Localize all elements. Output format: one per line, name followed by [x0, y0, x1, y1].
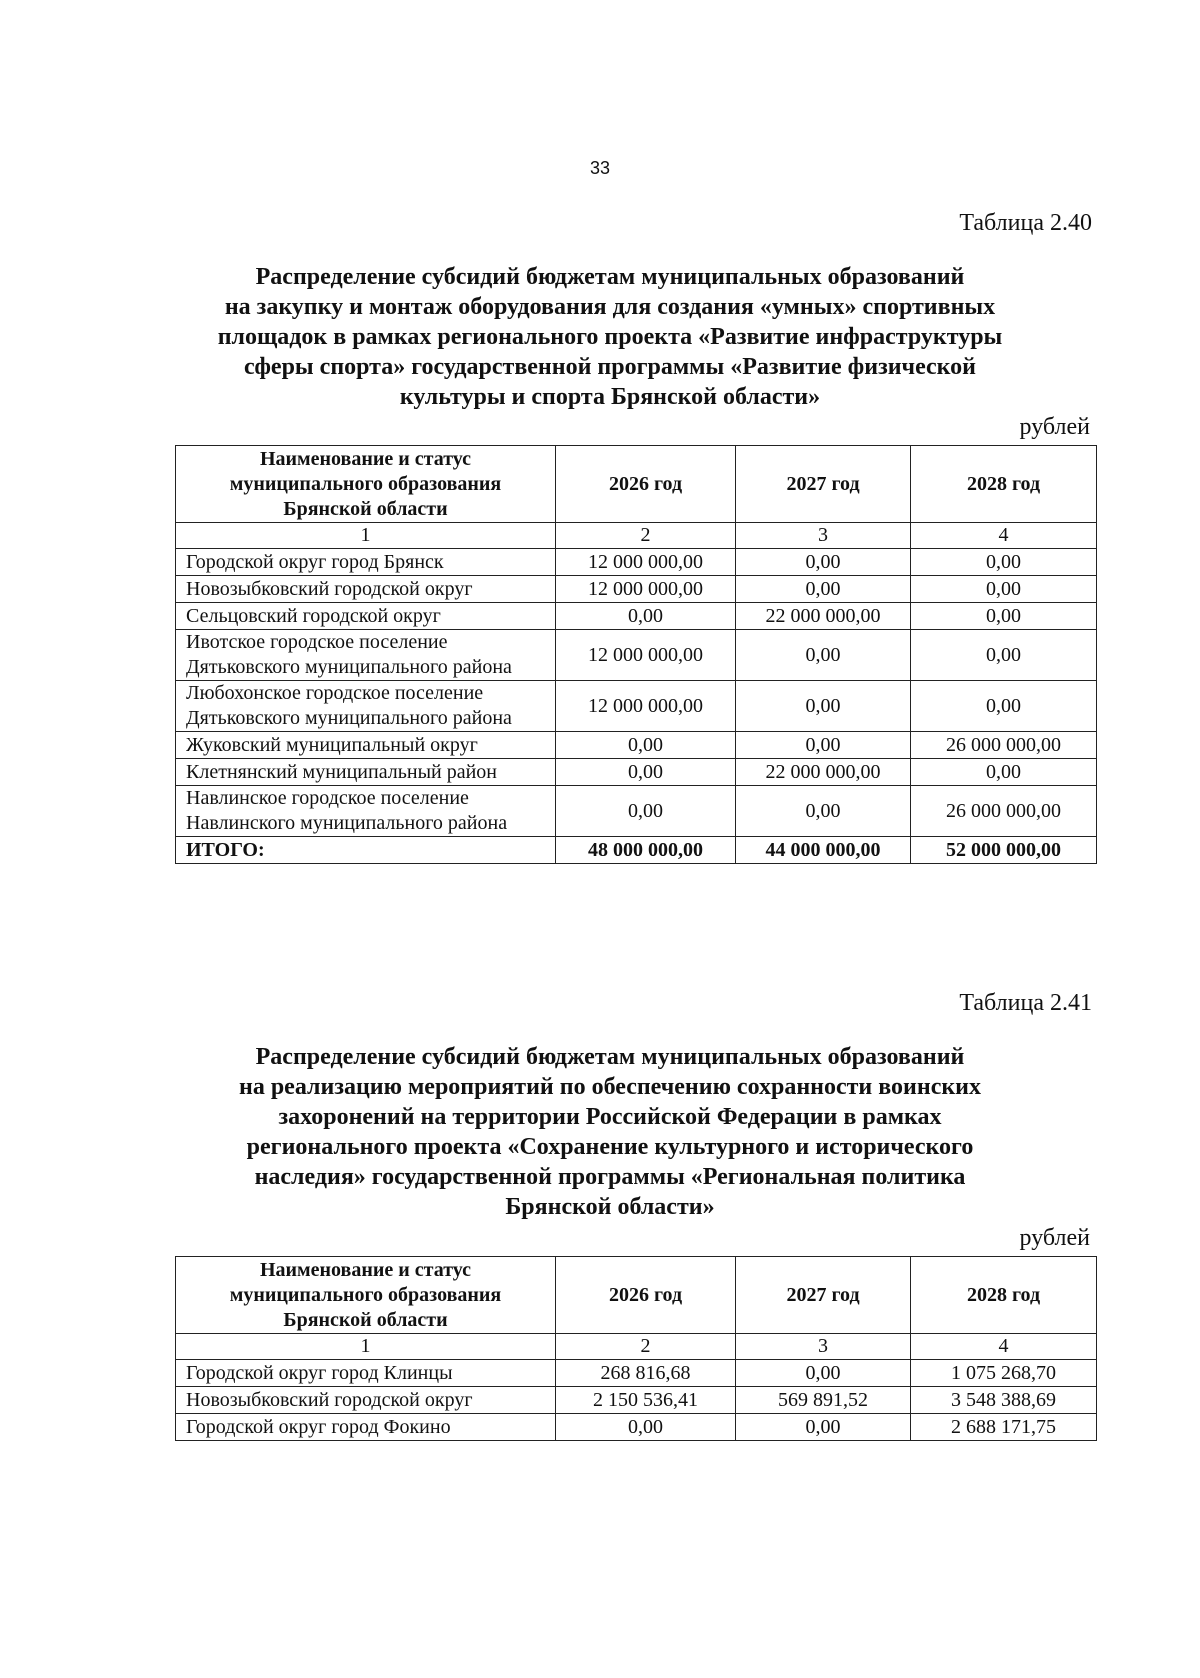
- table-row: [176, 1387, 1097, 1414]
- cell-2026: 0,00: [556, 603, 736, 630]
- row-name: Сельцовский городской округ: [176, 603, 556, 630]
- page-number: 33: [589, 158, 611, 178]
- table-2-40-label: Таблица 2.40: [959, 210, 1092, 236]
- cell-2028: 0,00: [911, 549, 1097, 576]
- header-2026: 2026 год: [556, 1257, 736, 1334]
- cell-2026: 0,00: [556, 1414, 736, 1441]
- cell-2028: 26 000 000,00: [911, 786, 1097, 837]
- title-line: на закупку и монтаж оборудования для создания «умных» спортивных: [224, 294, 996, 320]
- total-2028: 52 000 000,00: [911, 837, 1097, 864]
- cell-2027: 0,00: [736, 1414, 911, 1441]
- row-name: Городской округ город Клинцы: [176, 1360, 556, 1387]
- cell-2028: 1 075 268,70: [911, 1360, 1097, 1387]
- cell-2028: 0,00: [911, 630, 1097, 681]
- cell-2026: 12 000 000,00: [556, 549, 736, 576]
- row-name: Городской округ город Фокино: [176, 1414, 556, 1441]
- table-2-41-label: Таблица 2.41: [959, 990, 1092, 1016]
- table-2-41-title: [150, 1042, 1070, 1222]
- total-2026: 48 000 000,00: [556, 837, 736, 864]
- row-name: Жуковский муниципальный округ: [176, 732, 556, 759]
- row-name: Ивотское городское поселение Дятьковского муниципального района: [176, 630, 556, 681]
- cell-2026: 12 000 000,00: [556, 681, 736, 732]
- index-cell: 1: [176, 1334, 556, 1360]
- row-name: Новозыбковский городской округ: [176, 576, 556, 603]
- table-row: [176, 786, 1097, 837]
- cell-2026: 12 000 000,00: [556, 630, 736, 681]
- table-row: [176, 1414, 1097, 1441]
- table-2-41: [175, 1256, 1097, 1441]
- cell-2026: 0,00: [556, 786, 736, 837]
- index-cell: 2: [556, 523, 736, 549]
- title-line: Брянской области»: [505, 1194, 715, 1220]
- cell-2028: 0,00: [911, 759, 1097, 786]
- header-2028: 2028 год: [911, 1257, 1097, 1334]
- total-row: [176, 837, 1097, 864]
- table-row: [176, 681, 1097, 732]
- cell-2027: 22 000 000,00: [736, 603, 911, 630]
- table-row: [176, 630, 1097, 681]
- cell-2026: 0,00: [556, 759, 736, 786]
- title-line: захоронений на территории Российской Федерации в рамках: [278, 1104, 942, 1130]
- table-row: [176, 603, 1097, 630]
- table-2-41-unit: рублей: [1019, 1225, 1090, 1251]
- header-2027: 2027 год: [736, 446, 911, 523]
- table-row: [176, 732, 1097, 759]
- title-line: наследия» государственной программы «Региональная политика: [254, 1164, 966, 1190]
- title-line: площадок в рамках регионального проекта «Развитие инфраструктуры: [217, 324, 1003, 350]
- cell-2028: 26 000 000,00: [911, 732, 1097, 759]
- title-line: культуры и спорта Брянской области»: [399, 384, 821, 410]
- index-cell: 3: [736, 523, 911, 549]
- index-cell: 2: [556, 1334, 736, 1360]
- cell-2028: 3 548 388,69: [911, 1387, 1097, 1414]
- cell-2028: 0,00: [911, 576, 1097, 603]
- cell-2028: 2 688 171,75: [911, 1414, 1097, 1441]
- row-name: Новозыбковский городской округ: [176, 1387, 556, 1414]
- table-row: [176, 759, 1097, 786]
- index-row: [176, 523, 1097, 549]
- cell-2027: 569 891,52: [736, 1387, 911, 1414]
- title-line: на реализацию мероприятий по обеспечению сохранности воинских: [238, 1074, 982, 1100]
- header-2028: 2028 год: [911, 446, 1097, 523]
- cell-2027: 0,00: [736, 576, 911, 603]
- index-row: [176, 1334, 1097, 1360]
- index-cell: 4: [911, 523, 1097, 549]
- title-line: Распределение субсидий бюджетам муниципальных образований: [255, 264, 965, 290]
- index-cell: 4: [911, 1334, 1097, 1360]
- cell-2027: 0,00: [736, 681, 911, 732]
- table-row: [176, 576, 1097, 603]
- title-line: регионального проекта «Сохранение культурного и исторического: [246, 1134, 974, 1160]
- title-line: сферы спорта» государственной программы «Развитие физической: [243, 354, 977, 380]
- header-2026: 2026 год: [556, 446, 736, 523]
- row-name: Навлинское городское поселение Навлинского муниципального района: [176, 786, 556, 837]
- cell-2028: 0,00: [911, 603, 1097, 630]
- title-line: Распределение субсидий бюджетам муниципальных образований: [255, 1044, 965, 1070]
- cell-2027: 0,00: [736, 732, 911, 759]
- cell-2027: 0,00: [736, 786, 911, 837]
- header-2027: 2027 год: [736, 1257, 911, 1334]
- cell-2027: 0,00: [736, 1360, 911, 1387]
- header-row: [176, 446, 1097, 523]
- table-2-40-title: [150, 262, 1070, 412]
- total-label: ИТОГО:: [176, 837, 556, 864]
- index-cell: 3: [736, 1334, 911, 1360]
- cell-2026: 0,00: [556, 732, 736, 759]
- index-cell: 1: [176, 523, 556, 549]
- cell-2027: 0,00: [736, 549, 911, 576]
- cell-2026: 2 150 536,41: [556, 1387, 736, 1414]
- table-2-40: [175, 445, 1097, 864]
- cell-2026: 268 816,68: [556, 1360, 736, 1387]
- header-name: Наименование и статус муниципального образования Брянской области: [176, 446, 556, 523]
- total-2027: 44 000 000,00: [736, 837, 911, 864]
- row-name: Любохонское городское поселение Дятьковского муниципального района: [176, 681, 556, 732]
- row-name: Городской округ город Брянск: [176, 549, 556, 576]
- cell-2027: 22 000 000,00: [736, 759, 911, 786]
- table-row: [176, 549, 1097, 576]
- table-row: [176, 1360, 1097, 1387]
- cell-2028: 0,00: [911, 681, 1097, 732]
- header-name: Наименование и статус муниципального образования Брянской области: [176, 1257, 556, 1334]
- table-2-40-unit: рублей: [1019, 414, 1090, 440]
- row-name: Клетнянский муниципальный район: [176, 759, 556, 786]
- cell-2027: 0,00: [736, 630, 911, 681]
- cell-2026: 12 000 000,00: [556, 576, 736, 603]
- header-row: [176, 1257, 1097, 1334]
